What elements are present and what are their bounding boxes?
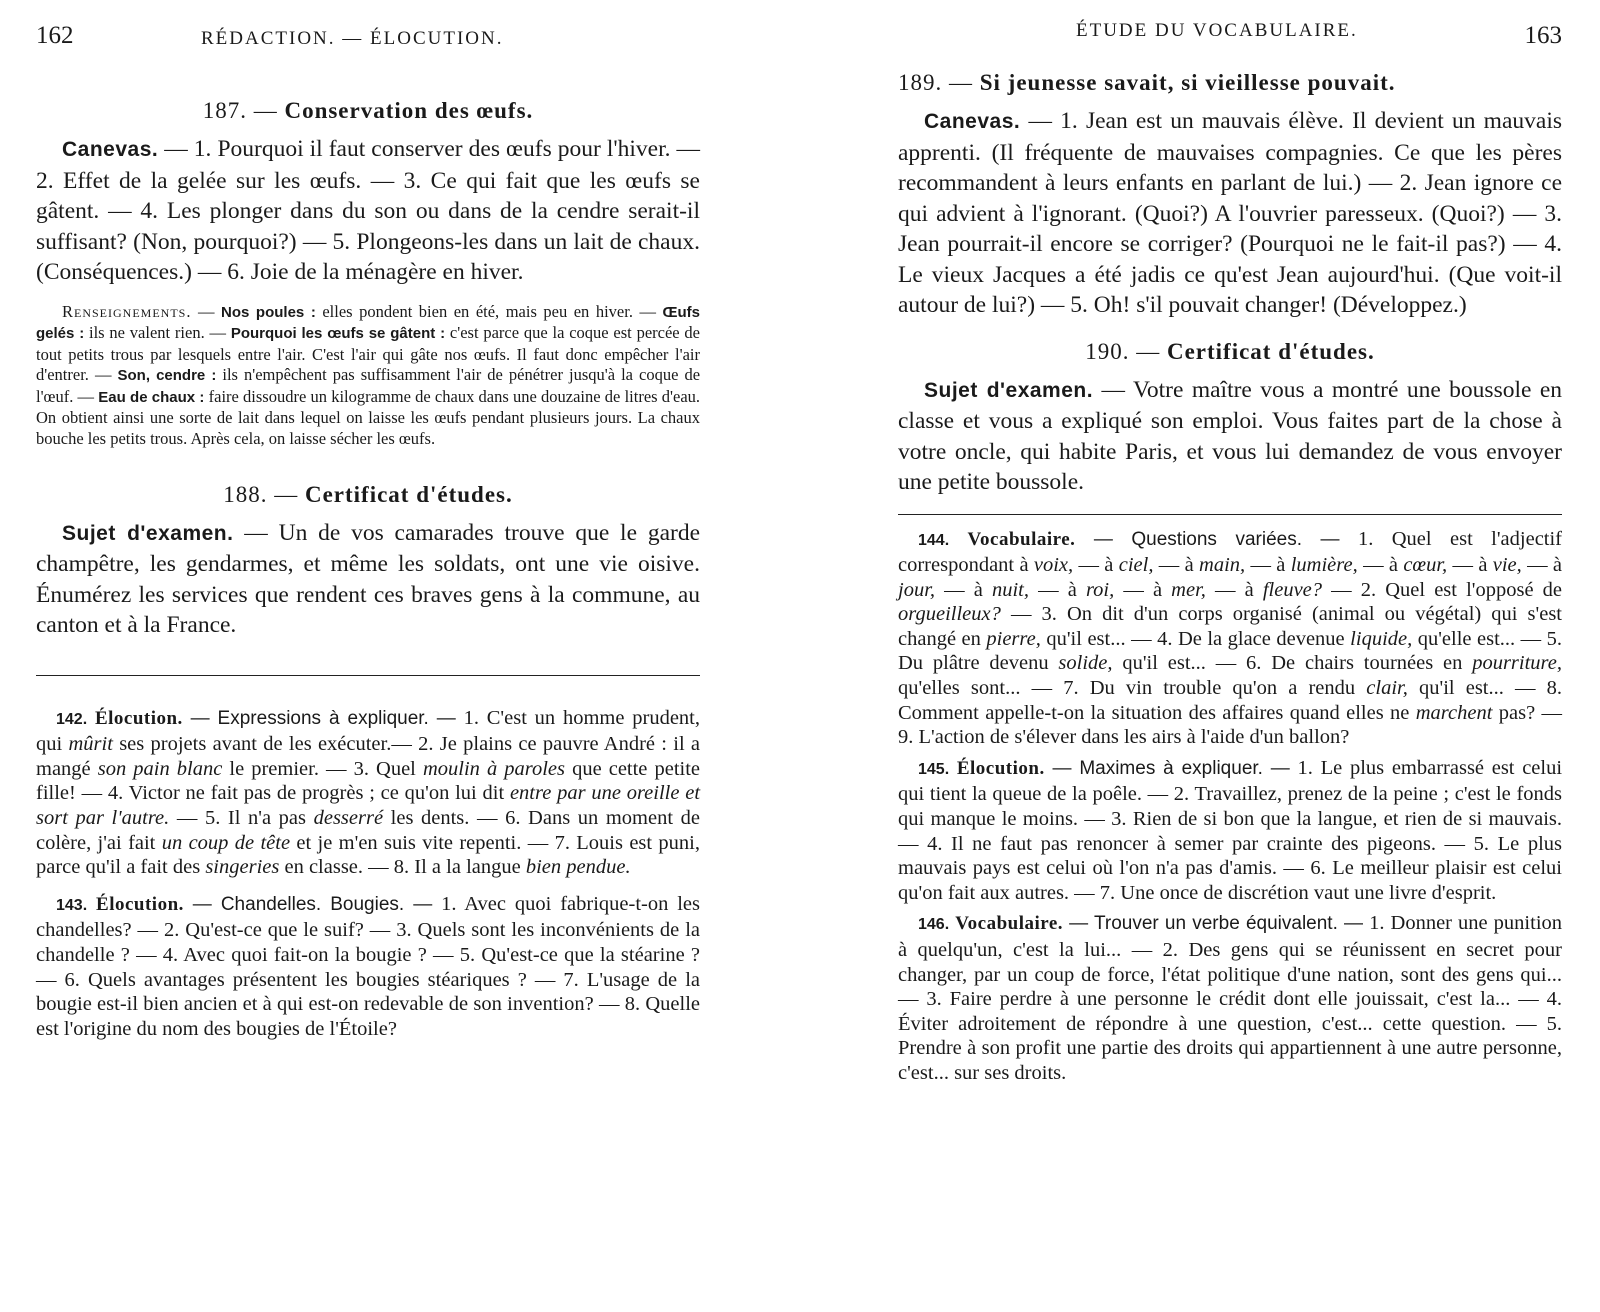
italic-word: fleuve? bbox=[1262, 578, 1323, 601]
left-page-header bbox=[36, 0, 700, 49]
italic-word: mer, bbox=[1171, 578, 1206, 601]
exercise-text: le premier. — 3. Quel bbox=[229, 757, 416, 780]
paragraph-text: — 1. Pourquoi il faut conserver des œufs pour l'hiver. — 2. Effet de la gelée sur les œufs. — 3. Ce qui fait que les œufs se gâtent. — 4. Les plonger dans du son ou dans de la cendre serait-il suffisant? (Non, pourquoi?) — 5. Plongeons-les dans un lait de chaux. (Conséquences.) — 6. Joie de la ménagère en hiver. bbox=[36, 136, 701, 285]
exercise-subject: — Expressions à expliquer. — bbox=[190, 707, 456, 729]
note-text: ils ne valent rien. — bbox=[89, 323, 227, 343]
exercise-text: — à bbox=[1158, 554, 1194, 577]
exercise-text: — 5. Il n'a pas bbox=[176, 807, 306, 830]
exercise-text: et je m'en suis vite repenti. — 7. Louis est puni, parce qu'il a fait des bbox=[36, 831, 701, 879]
exercise-text: — à bbox=[1215, 578, 1254, 601]
renseignements-paragraph: Renseignements. — Nos poules : elles pondent bien en été, mais peu en hiver. — Œufs gelés : ils ne valent rien. — Pourquoi les œufs se gâtent : c'est parce que la coque est percée de tout petits trous par lesquels entre l'air. C'est l'air qui gâte nos œufs. Il faut donc empêcher l'air d'entrer. — Son, cendre : ils n'empêchent pas suffisamment l'air de pénétrer jusqu'à la coque de l'œuf. — Eau de chaux : faire dissoudre un kilogramme de chaux dans une douzaine de litres d'eau. On obtient ainsi une sorte de lait dans lequel on laisse les œufs pendant plusieurs jours. La chaux bouche les petits trous. Après cela, on laisse sécher les œufs. bbox=[36, 301, 701, 449]
exercise-heading: Élocution. bbox=[956, 757, 1045, 779]
right-page-header bbox=[898, 0, 1562, 49]
italic-expression: un coup de tête bbox=[161, 831, 291, 854]
exercise-text: — à bbox=[1452, 554, 1488, 577]
keyword: Œufs gelés : bbox=[36, 303, 701, 343]
italic-word: voix, bbox=[1033, 554, 1074, 577]
italic-expression: son pain blanc bbox=[97, 757, 223, 780]
italic-word: pourriture, bbox=[1472, 652, 1562, 675]
exercise-text: 1. C'est un homme prudent, qui bbox=[36, 706, 700, 756]
italic-word: clair, bbox=[1366, 677, 1408, 700]
italic-expression: entre par une oreille et sort par l'autre. bbox=[36, 782, 701, 830]
page-number: 162 bbox=[36, 22, 74, 49]
exercise-text: que cette petite fille! — 4. Victor ne fait pas de progrès ; ce qu'on lui dit bbox=[36, 757, 701, 805]
keyword: Nos poules : bbox=[221, 303, 316, 321]
paragraph-text: — Votre maître vous a montré une boussole en classe et vous a expliqué son emploi. Vous faites part de la chose à votre oncle, qui habite Paris, et vous lui demandez de vous envoyer une petite boussole. bbox=[898, 376, 1562, 495]
exercise-text: 1. Avec quoi fabrique-t-on les chandelles? — 2. Qu'est-ce que le suif? — 3. Quels sont les inconvénients de la chandelle ? — 4. Avec quoi fait-on la bougie ? — 5. Qu'est-ce que la stéarine ? — 6. Quels avantages présentent les bougies stéariques ? — 7. L'usage de la bougie est-il bien ancien et à qui est-on redevable de son invention? — 8. Quelle est l'origine du nom des bougies de l'Étoile? bbox=[36, 892, 701, 1040]
note-text: ils n'empêchent pas suffisamment l'air de pénétrer jusqu'à la coque de l'œuf. — bbox=[36, 365, 701, 406]
canevas-paragraph bbox=[898, 106, 1562, 321]
running-head: RÉDACTION. — ÉLOCUTION. bbox=[201, 28, 504, 49]
exercise-text: — à bbox=[1363, 554, 1398, 577]
exercise-text: — à bbox=[1078, 554, 1114, 577]
exercise-number: 142. bbox=[56, 710, 88, 728]
divider-rule bbox=[898, 514, 1562, 515]
italic-word: jour, bbox=[898, 578, 936, 601]
keyword: Son, cendre : bbox=[117, 367, 217, 385]
exercise-text: — 3. On dit d'un corps organisé (animal ou végétal) qui s'est changé en bbox=[898, 603, 1562, 650]
section-title bbox=[36, 98, 700, 124]
section-number: 187. — bbox=[202, 98, 278, 123]
section-title-text: Certificat d'études. bbox=[304, 481, 513, 507]
italic-expression: desserré bbox=[313, 807, 384, 830]
section-number: 189. — bbox=[898, 70, 973, 95]
exercise-text: les dents. — 6. Dans un moment de colère, j'ai fait bbox=[36, 807, 700, 854]
italic-word: nuit, bbox=[991, 578, 1029, 601]
canevas-paragraph bbox=[36, 134, 700, 288]
note-text: elles pondent bien en été, mais peu en hiver. — bbox=[322, 301, 656, 321]
running-head: ÉTUDE DU VOCABULAIRE. bbox=[1076, 20, 1358, 41]
exercise-heading: Élocution. bbox=[96, 893, 184, 915]
italic-expression: moulin à paroles bbox=[422, 757, 565, 780]
exercise-text: en classe. — 8. Il a la langue bbox=[284, 856, 521, 879]
exercise-subject: — Maximes à expliquer. — bbox=[1052, 757, 1290, 779]
section-title bbox=[898, 70, 1562, 96]
exercise-text: ses projets avant de les exécuter.— 2. Je plains ce pauvre André : il a mangé bbox=[36, 733, 701, 780]
exercise-number: 145. bbox=[918, 760, 950, 778]
exercise-number: 143. bbox=[56, 896, 88, 914]
exercise-heading: Vocabulaire. bbox=[955, 913, 1064, 935]
exercise-text: qu'il est... — 8. Comment appelle-t-on la situation des affaires quand elles ne bbox=[898, 677, 1563, 724]
exercise-text: — à bbox=[1527, 554, 1563, 577]
italic-word: solide, bbox=[1058, 652, 1113, 675]
section-title-text: Certificat d'études. bbox=[1166, 338, 1375, 364]
paragraph-label: Sujet d'examen. bbox=[924, 378, 1094, 402]
section-title-text: Si jeunesse savait, si vieillesse pouvait. bbox=[979, 70, 1396, 95]
right-page bbox=[898, 0, 1562, 1086]
italic-word: marchent bbox=[1415, 701, 1493, 724]
exercise-subject: — Questions variées. — bbox=[1093, 528, 1340, 550]
italic-word: roi, bbox=[1085, 578, 1115, 601]
exercise-heading: Vocabulaire. bbox=[967, 528, 1076, 550]
exercise-text: qu'elles sont... — 7. Du vin trouble qu'on a rendu bbox=[898, 677, 1356, 700]
paragraph-label: Sujet d'examen. bbox=[62, 521, 234, 545]
exercise-subject: — Trouver un verbe équivalent. — bbox=[1069, 913, 1364, 935]
paragraph-label: Canevas. bbox=[62, 138, 159, 161]
section-title bbox=[898, 339, 1562, 365]
exercise-text: — à bbox=[1123, 578, 1163, 601]
renseignements-label: Renseignements. bbox=[62, 301, 192, 321]
exercise-number: 144. bbox=[918, 531, 950, 549]
italic-expression: bien pendue. bbox=[525, 856, 631, 879]
exercise-text: pas? — 9. L'action de s'élever dans les airs à l'aide d'un ballon? bbox=[898, 701, 1563, 749]
exercise-text: 1. Donner une punition à quelqu'un, c'est la lui... — 2. Des gens qui se réunissent en secret pour changer, par un coup de force, l'état politique d'une nation, sont des gens qui... — 3. Faire perdre à une personne le crédit dont elle jouissait, c'est la... — 4. Éviter adroitement de répondre à une question, c'est... cette question. — 5. Prendre à son profit une partie des droits qui appartiennent à une autre personne, c'est... sur ses droits. bbox=[898, 912, 1563, 1084]
section-number: 188. — bbox=[223, 481, 299, 507]
exercise-145 bbox=[898, 756, 1562, 906]
italic-word: ciel, bbox=[1118, 554, 1154, 577]
paragraph-label: Canevas. bbox=[924, 110, 1021, 133]
section-title-text: Conservation des œufs. bbox=[284, 98, 534, 123]
exercise-143 bbox=[36, 892, 700, 1042]
exercise-text: 1. Le plus embarrassé est celui qui tient la queue de la poêle. — 2. Travaillez, prenez de la peine ; c'est le fonds qui manque le moins. — 3. Rien de si bon que la langue, et rien de si mauvais. — 4. Il ne faut pas renoncer à semer par crainte des pigeons. — 5. Le plus mauvais pays est celui où l'on n'a pas d'amis. — 6. Le meilleur plaisir est celui qu'on fait aux autres. — 7. Une once de discrétion vaut une livre d'esprit. bbox=[898, 756, 1563, 904]
section-number: 190. — bbox=[1085, 338, 1161, 364]
paragraph-text: — Un de vos camarades trouve que le garde champêtre, les gendarmes, et même les soldats, ont une vie oisive. Énumérez les services que rendent ces braves gens à la commune, au canton et à la France. bbox=[36, 519, 701, 639]
exercise-text: — à bbox=[944, 578, 983, 601]
exercise-number: 146. bbox=[918, 916, 950, 934]
italic-word: liquide, bbox=[1350, 627, 1413, 650]
exercise-heading: Élocution. bbox=[94, 707, 183, 729]
exercise-text: qu'il est... — 4. De la glace devenue bbox=[1046, 627, 1345, 650]
italic-word: vie, bbox=[1492, 554, 1522, 577]
sujet-paragraph bbox=[898, 375, 1562, 498]
paragraph-text: — 1. Jean est un mauvais élève. Il devient un mauvais apprenti. (Il fréquente de mauvaises compagnies. Ce que les pères recommandent à leurs enfants en parlant de lui.) — 2. Jean ignore ce qui advient à l'ignorant. (Quoi?) A l'ouvrier paresseux. (Quoi?) — 3. Jean pourrait-il encore se corriger? (Pourquoi ne le fait-il pas?) — 4. Le vieux Jacques a été jadis ce qu'est Jean aujourd'hui. (Que voit-il autour de lui?) — 5. Oh! s'il pouvait changer! (Développez.) bbox=[898, 108, 1562, 318]
sujet-paragraph bbox=[36, 518, 700, 641]
exercise-text: — 2. Quel est l'opposé de bbox=[1331, 578, 1563, 601]
italic-word: orgueilleux? bbox=[898, 603, 1001, 626]
exercise-text: 1. Quel est l'adjectif correspondant à bbox=[898, 527, 1563, 577]
exercise-142 bbox=[36, 706, 700, 880]
exercise-text: — à bbox=[1038, 578, 1077, 601]
italic-expression: singeries bbox=[205, 856, 280, 879]
exercise-144 bbox=[898, 527, 1562, 750]
note-text: faire dissoudre un kilogramme de chaux dans une douzaine de litres d'eau. On obtient ainsi une sorte de lait dans lequel on laisse les œufs pendant plusieurs jours. La chaux bouche les petits trous. Après cela, on laisse sécher les œufs. bbox=[36, 386, 701, 449]
left-page bbox=[36, 0, 700, 1041]
page-number: 163 bbox=[1524, 22, 1562, 49]
italic-word: lumière, bbox=[1290, 554, 1358, 577]
exercise-text: qu'elle est... — 5. Du plâtre devenu bbox=[898, 627, 1563, 675]
keyword: Eau de chaux : bbox=[98, 388, 205, 406]
exercise-text: qu'il est... — 6. De chairs tournées en bbox=[1122, 652, 1463, 675]
note-text: c'est parce que la coque est percée de tout petits trous par lesquels entre l'air. C'est l'air qui gâte nos œufs. Il faut donc empêcher l'air d'entrer. — bbox=[36, 323, 700, 385]
divider-rule bbox=[36, 675, 700, 676]
keyword: Pourquoi les œufs se gâtent : bbox=[230, 325, 446, 343]
italic-expression: mûrit bbox=[68, 733, 113, 756]
exercise-146 bbox=[898, 911, 1562, 1085]
section-title bbox=[36, 482, 700, 508]
exercise-subject: — Chandelles. Bougies. — bbox=[192, 893, 433, 915]
italic-word: pierre, bbox=[986, 627, 1041, 650]
exercise-text: — à bbox=[1250, 554, 1286, 577]
italic-word: cœur, bbox=[1403, 554, 1448, 577]
italic-word: main, bbox=[1199, 554, 1246, 577]
